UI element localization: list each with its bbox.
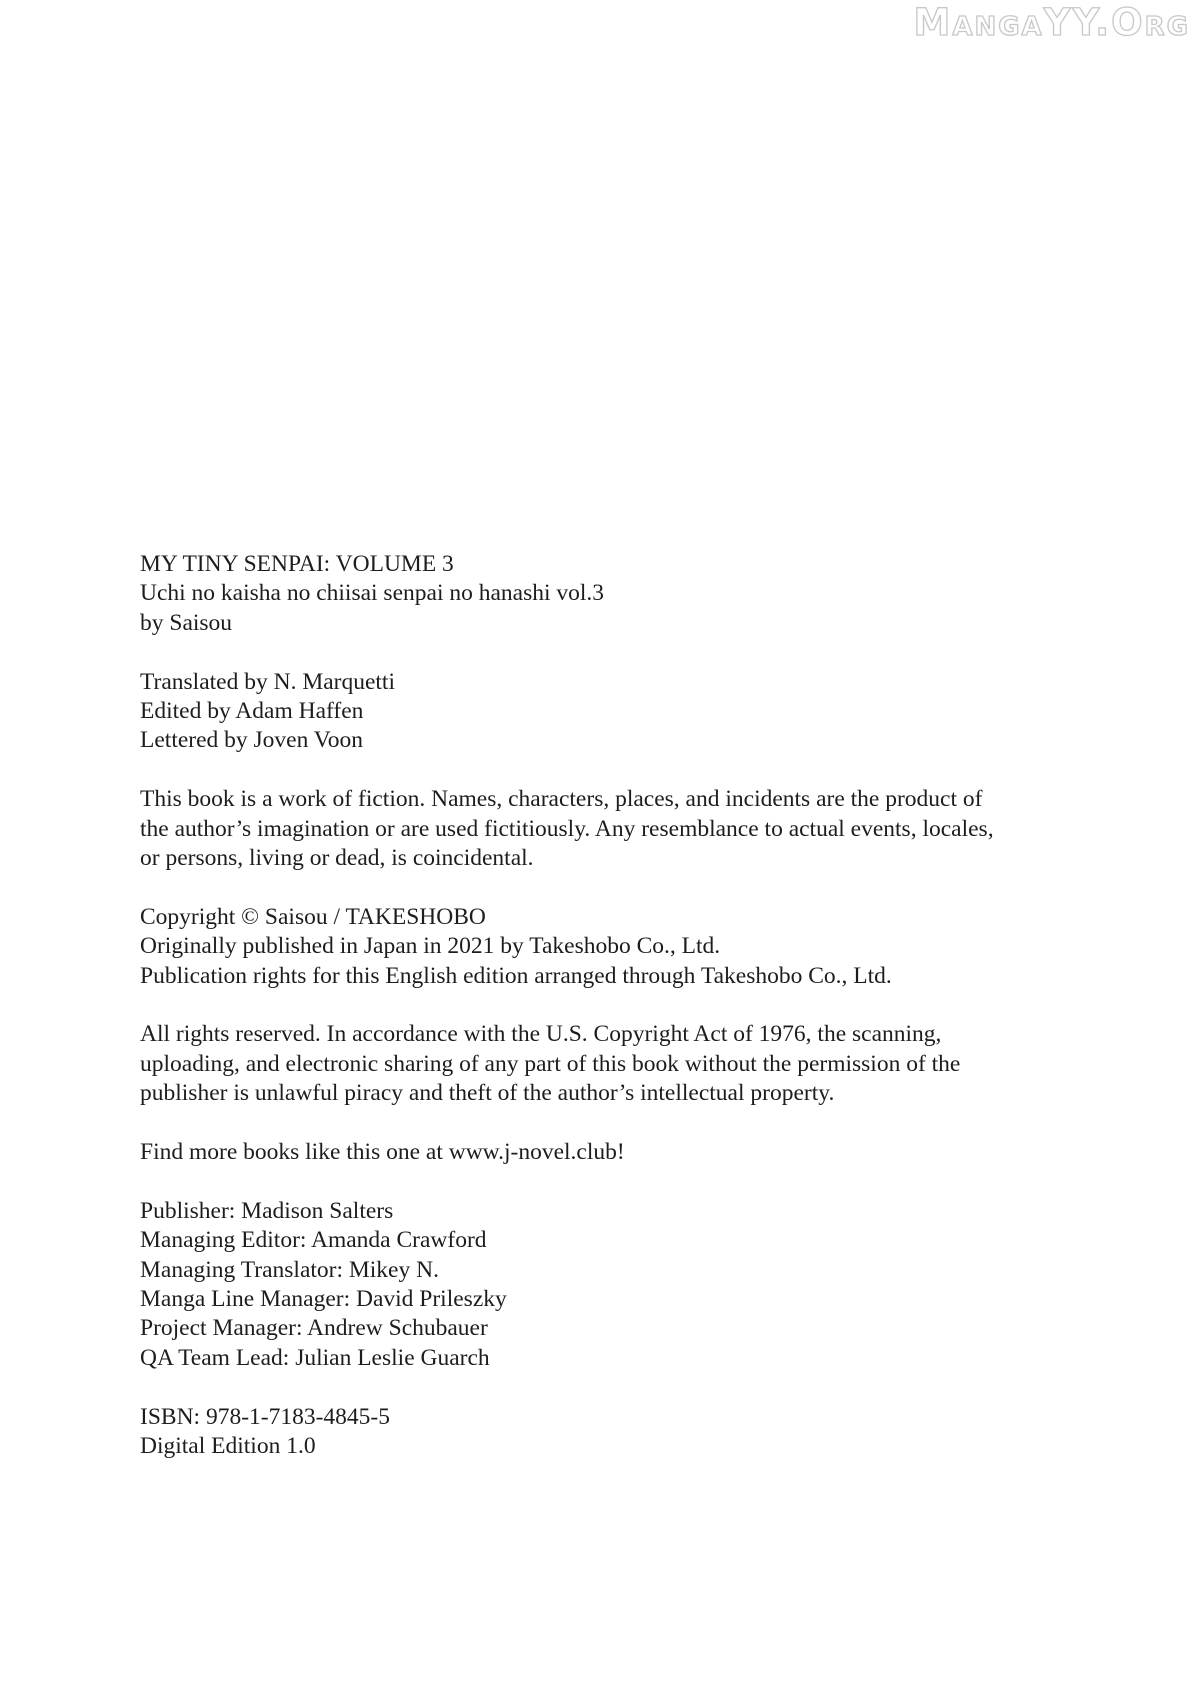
rights-reserved-line-3: publisher is unlawful piracy and theft of the author’s intellectual property. <box>140 1080 835 1107</box>
translator-credit: Translated by N. Marquetti <box>140 668 395 695</box>
author-credit: by Saisou <box>140 609 233 636</box>
isbn-line: ISBN: 978-1-7183-4845-5 <box>140 1403 390 1430</box>
fiction-disclaimer-line-2: the author’s imagination or are used fictitiously. Any resemblance to actual events, locales, <box>140 815 994 842</box>
letterer-credit: Lettered by Joven Voon <box>140 727 363 754</box>
credits-block <box>140 668 1070 756</box>
managing-translator-credit: Managing Translator: Mikey N. <box>140 1256 439 1283</box>
rights-reserved-line-1: All rights reserved. In accordance with the U.S. Copyright Act of 1976, the scanning, <box>140 1021 942 1048</box>
edition-block <box>140 1403 1070 1462</box>
managing-editor-credit: Managing Editor: Amanda Crawford <box>140 1227 487 1254</box>
original-publication-line: Originally published in Japan in 2021 by Takeshobo Co., Ltd. <box>140 933 721 960</box>
copyright-block <box>140 903 1070 991</box>
book-title: MY TINY SENPAI: VOLUME 3 <box>140 551 454 577</box>
find-more-block <box>140 1138 1070 1167</box>
staff-block <box>140 1197 1070 1373</box>
digital-edition-line: Digital Edition 1.0 <box>140 1433 316 1460</box>
copyright-line: Copyright © Saisou / TAKESHOBO <box>140 903 486 930</box>
publisher-credit: Publisher: Madison Salters <box>140 1197 394 1224</box>
fiction-disclaimer-block <box>140 785 1070 873</box>
publication-rights-line: Publication rights for this English edition arranged through Takeshobo Co., Ltd. <box>140 962 892 989</box>
manga-line-manager-credit: Manga Line Manager: David Prileszky <box>140 1286 507 1313</box>
fiction-disclaimer-line-3: or persons, living or dead, is coincidental. <box>140 845 534 872</box>
rights-reserved-line-2: uploading, and electronic sharing of any part of this book without the permission of the <box>140 1050 961 1077</box>
editor-credit: Edited by Adam Haffen <box>140 698 364 725</box>
colophon-text <box>140 550 1070 1491</box>
title-block <box>140 550 1070 638</box>
fiction-disclaimer-line-1: This book is a work of fiction. Names, characters, places, and incidents are the product of <box>140 786 983 813</box>
site-watermark: MangaYY.Org <box>913 1 1190 44</box>
original-japanese-title: Uchi no kaisha no chiisai senpai no hanashi vol.3 <box>140 580 605 607</box>
rights-reserved-block <box>140 1020 1070 1108</box>
qa-team-lead-credit: QA Team Lead: Julian Leslie Guarch <box>140 1344 490 1371</box>
project-manager-credit: Project Manager: Andrew Schubauer <box>140 1315 488 1342</box>
find-more-line: Find more books like this one at www.j-novel.club! <box>140 1139 625 1166</box>
